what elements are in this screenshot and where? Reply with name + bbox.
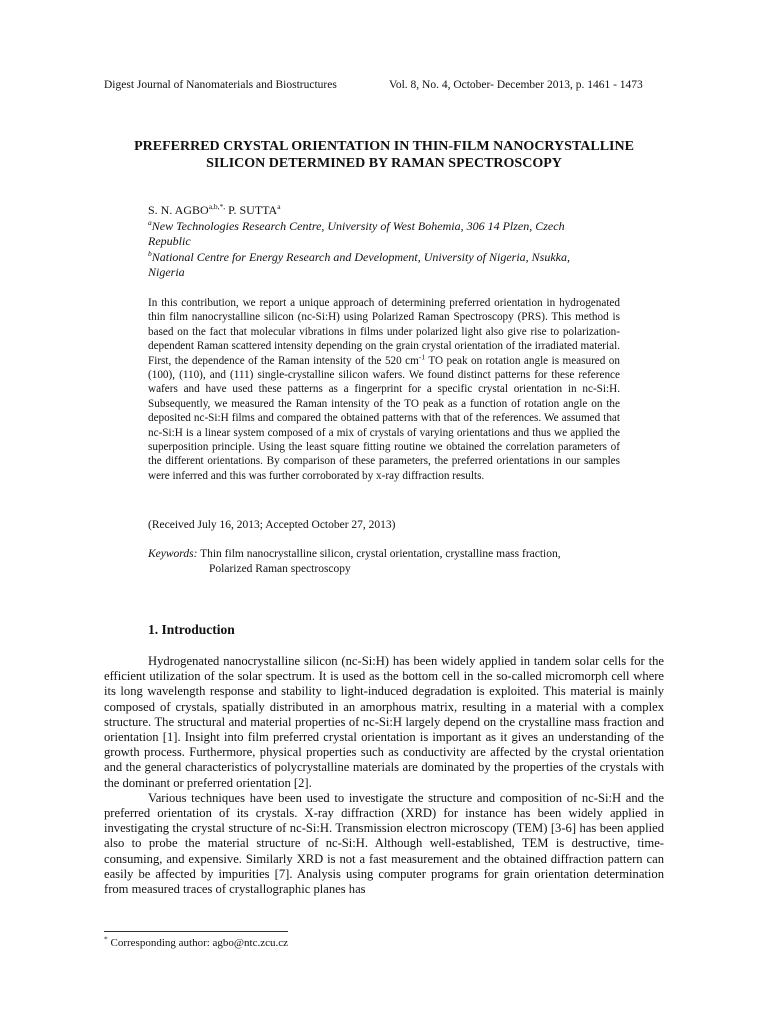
abstract-text-part-1: In this contribution, we report a unique approach of determining preferred orientation in hydrogenated thin film nanocrystalline silicon (nc-Si:H) using Polarized Raman Spectroscopy (PRS). This method is based on the fact that molecular vibrations in films under polarized light also give rise to polarization-dependent Raman scattered intensity depending on the grain crystal orientation of the irradiated material. First, the dependence of the Raman intensity of the 520 cm — [148, 297, 620, 367]
author-1: S. N. AGBO — [148, 203, 209, 217]
section-number: 1. — [148, 622, 159, 637]
affiliation-b — [148, 250, 608, 280]
abstract — [148, 296, 620, 483]
keywords-line-1: Thin film nanocrystalline silicon, crystal orientation, crystalline mass fraction, — [197, 548, 561, 560]
author-2: P. SUTTA — [228, 203, 278, 217]
footnote-marker: * — [104, 934, 108, 944]
author-list — [148, 203, 281, 218]
section-heading — [148, 622, 235, 638]
keywords-label: Keywords: — [148, 548, 198, 560]
footnote-text: Corresponding author: agbo@ntc.zcu.cz — [107, 937, 289, 949]
volume-info: Vol. 8, No. 4, October- December 2013, p. 1461 - 1473 — [389, 79, 643, 91]
body-paragraph-2: Various techniques have been used to investigate the structure and composition of nc-Si:H and the preferred orientation of its crystals. X-ray diffraction (XRD) for instance has been widely applied in investigating the crystal structure of nc-Si:H. Transmission electron microscopy (TEM) [3-6] has been applied also to probe the material structure of nc-Si:H. Although well-established, TEM is destructive, time-consuming, and expensive. Similarly XRD is not a fast measurement and the obtained diffraction pattern can easily be affected by impurities [7]. Analysis using computer programs for grain orientation determination from measured traces of crystallographic planes has — [104, 790, 664, 897]
affiliation-b-text: National Centre for Energy Research and Development, University of Nigeria, Nsukka, Nigeria — [148, 250, 571, 279]
body-text — [104, 654, 664, 897]
title-line-1: PREFERRED CRYSTAL ORIENTATION IN THIN-FILM NANOCRYSTALLINE — [134, 139, 634, 154]
journal-name: Digest Journal of Nanomaterials and Biostructures — [104, 79, 337, 91]
footnote — [104, 934, 289, 949]
author-1-affiliation-marks: a,b,*, — [208, 202, 226, 211]
body-paragraph-1: Hydrogenated nanocrystalline silicon (nc-Si:H) has been widely applied in tandem solar cells for the efficient utilization of the solar spectrum. It is used as the bottom cell in the so-called micromorph cell where its long wavelength response and stability to light-induced degradation is exploited. This material is mainly composed of crystals, spatially distributed in an amorphous matrix, resulting in a material with a complex structure. The structural and material properties of nc-Si:H largely depend on the crystalline mass fraction and orientation [1]. Insight into film preferred crystal orientation is important as it gives an understanding of the growth process. Furthermore, physical properties such as conductivity are affected by the crystal orientation and the general characteristics of polycrystalline materials are dominated by the properties of the crystals with the dominant or preferred orientation [2]. — [104, 654, 664, 790]
keywords — [148, 547, 628, 577]
footnote-divider — [104, 931, 288, 932]
affiliation-b-marker: b — [148, 249, 152, 258]
abstract-text-part-2: TO peak on rotation angle is measured on (100), (110), and (111) single-crystalline silicon wafers. We found distinct patterns for these reference wafers and have used these patterns as a fingerprint for a specific crystal orientation in nc-Si:H. Subsequently, we measured the Raman intensity of the TO peak as a function of rotation angle on the deposited nc-Si:H films and compared the obtained patterns with that of the references. We assumed that nc-Si:H is a linear system composed of a mix of crystals of varying orientations and thus we applied the superposition principle. Using the least square fitting routine we obtained the correlation parameters of the different orientations. By comparison of these parameters, the preferred orientations in our samples were inferred and this was further corroborated by x-ray diffraction results. — [148, 354, 620, 482]
paper-title — [100, 138, 668, 172]
section-title: Introduction — [158, 622, 235, 637]
abstract-unit-superscript: -1 — [418, 351, 426, 361]
title-line-2: SILICON DETERMINED BY RAMAN SPECTROSCOPY — [206, 156, 562, 171]
affiliation-a-marker: a — [148, 218, 152, 227]
affiliation-a — [148, 219, 608, 249]
author-2-affiliation-marks: a — [277, 202, 281, 211]
received-dates: (Received July 16, 2013; Accepted October 27, 2013) — [148, 519, 396, 531]
affiliation-a-text: New Technologies Research Centre, University of West Bohemia, 306 14 Plzen, Czech Republic — [148, 219, 565, 248]
keywords-line-2: Polarized Raman spectroscopy — [209, 563, 351, 575]
